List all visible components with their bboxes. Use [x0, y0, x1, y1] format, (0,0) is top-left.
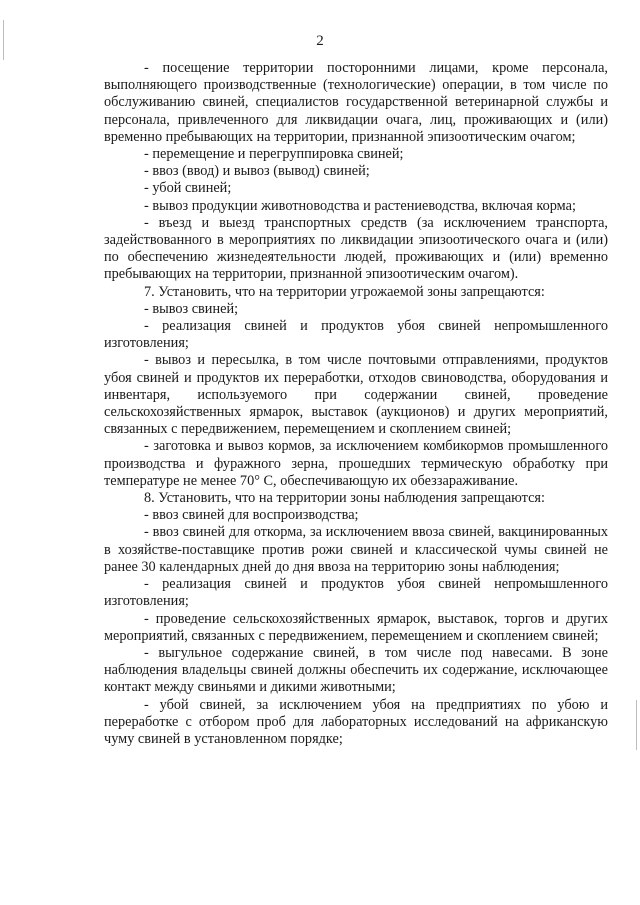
paragraph: - проведение сельскохозяйственных ярмарок, выставок, торгов и других мероприятий, связанных с передвижением, перемещением и скоплением свиней; — [104, 610, 608, 644]
paragraph: - реализация свиней и продуктов убоя свиней непромышленного изготовления; — [104, 318, 608, 352]
paragraph: - вывоз свиней; — [144, 300, 239, 317]
paragraph: 7. Установить, что на территории угрожаемой зоны запрещаются: — [144, 283, 545, 300]
paragraph: - вывоз и пересылка, в том числе почтовыми отправлениями, продуктов убоя свиней и продуктов их переработки, отходов свиноводства, оборудования и инвентаря, используемого при содержании свиней, проведение сельскохозяйственных ярмарок, выставок (аукционов) и других мероприятий, связанных с передвижением, перемещением и скоплением свиней; — [104, 352, 608, 438]
scan-edge-mark — [636, 700, 637, 750]
paragraph: 8. Установить, что на территории зоны наблюдения запрещаются: — [144, 490, 545, 507]
page-number: 2 — [316, 33, 324, 49]
paragraph: - реализация свиней и продуктов убоя свиней непромышленного изготовления; — [104, 576, 608, 610]
paragraph: - въезд и выезд транспортных средств (за исключением транспорта, задействованного в мероприятиях по ликвидации эпизоотического очага и (или) по обеспечению жизнедеятельности людей, проживающих и (или) временно пребывающих на территории, признанной эпизоотическим очагом). — [104, 214, 608, 283]
paragraph: - заготовка и вывоз кормов, за исключением комбикормов промышленного производства и фуражного зерна, прошедших термическую обработку при температуре не менее 70° С, обеспечивающую их обеззараживание. — [104, 438, 608, 489]
document-body — [104, 60, 608, 748]
paragraph: - ввоз (ввод) и вывоз (вывод) свиней; — [144, 163, 370, 180]
paragraph: - перемещение и перегруппировка свиней; — [144, 146, 404, 163]
paragraph: - ввоз свиней для воспроизводства; — [144, 507, 359, 524]
paragraph: - выгульное содержание свиней, в том числе под навесами. В зоне наблюдения владельцы свиней должны обеспечить их содержание, исключающее контакт между свиньями и дикими животными; — [104, 644, 608, 696]
paragraph: - убой свиней, за исключением убоя на предприятиях по убою и переработке с отбором проб для лабораторных исследований на африканскую чуму свиней в установленном порядке; — [104, 696, 608, 747]
paragraph: - убой свиней; — [144, 180, 232, 197]
paragraph: - посещение территории посторонними лицами, кроме персонала, выполняющего производственные (технологические) операции, в том числе по обслуживанию свиней, специалистов государственной ветеринарной службы и персонала, привлеченного для ликвидации очага, лиц, проживающих и (или) временно пребывающих на территории, признанной эпизоотическим очагом; — [104, 60, 608, 145]
paragraph: - вывоз продукции животноводства и растениеводства, включая корма; — [144, 197, 576, 214]
paragraph: - ввоз свиней для откорма, за исключением ввоза свиней, вакцинированных в хозяйстве-поставщике против рожи свиней и классической чумы свиней не ранее 30 календарных дней до дня ввоза на территорию зоны наблюдения; — [104, 524, 608, 575]
